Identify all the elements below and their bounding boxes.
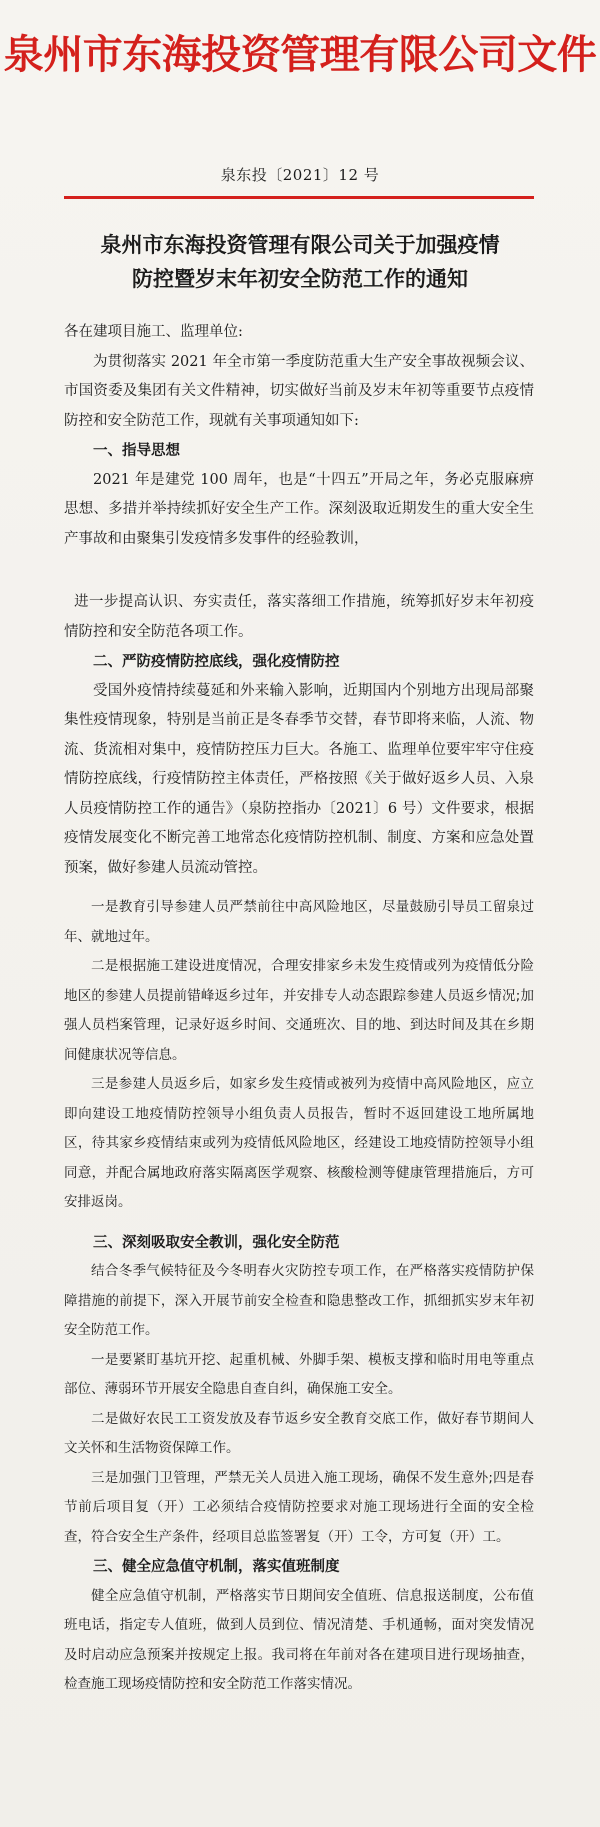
section-2-paragraph-2: 一是教育引导参建人员严禁前往中高风险地区，尽量鼓励引导员工留泉过年、就地过年。 bbox=[64, 899, 534, 945]
salutation: 各在建项目施工、监理单位: bbox=[64, 324, 243, 340]
section-2-paragraph-4: 三是参建人员返乡后，如家乡发生疫情或被列为疫情中高风险地区，应立即向建设工地疫情防控领导小组负责人员报告，暂时不返回建设工地所属地区，待其家乡疫情结束或列为疫情低风险地区，经建设工地疫情防控领导小组同意，并配合属地政府落实隔离医学观察、核酸检测等健康管理措施后，方可安排返岗。 bbox=[64, 1076, 534, 1210]
section-3-heading: 三、深刻吸取安全教训，强化安全防范 bbox=[93, 1233, 340, 1251]
paragraph-gap bbox=[64, 554, 534, 588]
section-3-paragraph-3: 二是做好农民工工资发放及春节返乡安全教育交底工作，做好春节期间人文关怀和生活物资保障工作。 bbox=[64, 1410, 534, 1456]
document-title bbox=[60, 228, 540, 296]
document-number: 泉东投〔2021〕12 号 bbox=[220, 166, 380, 184]
section-3-paragraph-1: 结合冬季气候特征及今冬明春火灾防控专项工作，在严格落实疫情防护保障措施的前提下，深入开展节前安全检查和隐患整改工作，抓细抓实岁末年初安全防范工作。 bbox=[64, 1263, 534, 1338]
paragraph-gap bbox=[64, 1218, 534, 1228]
section-1-heading: 一、指导思想 bbox=[93, 442, 180, 459]
section-3-paragraph-4: 三是加强门卫管理，严禁无关人员进入施工现场，确保不发生意外;四是春节前后项目复（开）工必须结合疫情防控要求对施工现场进行全面的安全检查，符合安全生产条件，经项目总监签署复（开）工令，方可复（开）工。 bbox=[64, 1469, 534, 1545]
section-2-heading: 二、严防疫情防控底线，强化疫情防控 bbox=[93, 653, 340, 670]
org-letterhead-title: 泉州市东海投资管理有限公司文件 bbox=[3, 31, 597, 78]
intro-paragraph: 为贯彻落实 2021 年全市第一季度防范重大生产安全事故视频会议、市国资委及集团有关文件精神，切实做好当前及岁末年初等重要节点疫情防控和安全防范工作，现就有关事项通知如下: bbox=[64, 353, 534, 429]
section-4-heading: 三、健全应急值守机制，落实值班制度 bbox=[93, 1558, 340, 1575]
section-2-paragraph-3: 二是根据施工建设进度情况，合理安排家乡未发生疫情或列为疫情低分险地区的参建人员提前错峰返乡过年，并安排专人动态跟踪参建人员返乡情况;加强人员档案管理，记录好返乡时间、交通班次、目的地、到达时间及其在乡期间健康状况等信息。 bbox=[64, 958, 534, 1063]
document-body bbox=[64, 318, 534, 1700]
red-divider-line bbox=[64, 196, 534, 199]
section-2-paragraph-1: 受国外疫情持续蔓延和外来输入影响，近期国内个别地方出现局部聚集性疫情现象，特别是当前正是冬春季节交替，春节即将来临，人流、物流、货流相对集中，疫情防控压力巨大。各施工、监理单位要牢牢守住疫情防控底线，行疫情防控主体责任，严格按照《关于做好返乡人员、入泉人员疫情防控工作的通告》（泉防控指办〔2021〕6 号）文件要求，根据疫情发展变化不断完善工地常态化疫情防控机制、制度、方案和应急处置预案，做好参建人员流动管控。 bbox=[64, 682, 534, 876]
section-1-paragraph-2: 进一步提高认识、夯实责任，落实落细工作措施，统筹抓好岁末年初疫情防控和安全防范各项工作。 bbox=[64, 594, 534, 640]
section-1-paragraph-1: 2021 年是建党 100 周年，也是“十四五”开局之年，务必克服麻痹思想、多措并举持续抓好安全生产工作。深刻汲取近期发生的重大安全生产事故和由聚集引发疫情多发事件的经验教训， bbox=[64, 471, 534, 547]
section-4-paragraph-1: 健全应急值守机制，严格落实节日期间安全值班、信息报送制度，公布值班电话，指定专人值班，做到人员到位、情况清楚、手机通畅，面对突发情况及时启动应急预案并按规定上报。我司将在年前对各在建项目进行现场抽查，检查施工现场疫情防控和安全防范工作落实情况。 bbox=[64, 1587, 534, 1692]
paragraph-gap bbox=[64, 883, 534, 893]
section-3-paragraph-2: 一是要紧盯基坑开挖、起重机械、外脚手架、模板支撑和临时用电等重点部位、薄弱环节开展安全隐患自查自纠，确保施工安全。 bbox=[64, 1351, 534, 1397]
document-title-line-2: 防控暨岁末年初安全防范工作的通知 bbox=[132, 266, 468, 291]
document-title-line-1: 泉州市东海投资管理有限公司关于加强疫情 bbox=[100, 232, 500, 257]
